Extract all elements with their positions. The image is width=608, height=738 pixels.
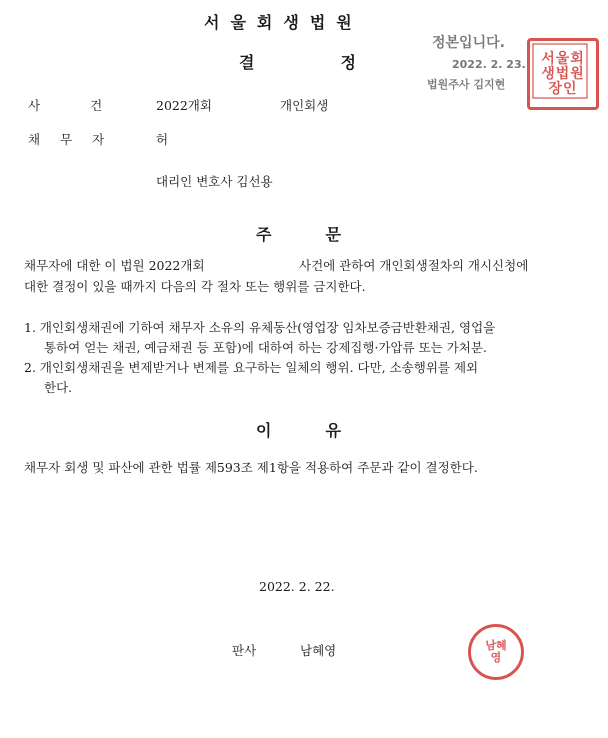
case-label <box>28 96 102 114</box>
order-item2-line2: 한다. <box>44 380 73 395</box>
order-heading <box>256 222 341 245</box>
judge-name: 남혜영 <box>300 643 337 658</box>
seal-frame-icon <box>530 41 590 101</box>
order-item2-line1: 2. 개인회생채권을 변제받거나 변제를 요구하는 일체의 행위. 다만, 소송행위를 제외 <box>24 360 479 375</box>
doc-type-char-1: 결 <box>239 53 255 72</box>
order-heading-char-2: 문 <box>325 225 341 244</box>
debtor-label-char-1: 채 <box>28 132 41 147</box>
attorney: 대리인 변호사 김선용 <box>156 174 273 189</box>
case-label-char-1: 사 <box>28 98 41 113</box>
judge-seal-stamp <box>468 624 524 680</box>
court-seal-text: 서울회생법원장인 <box>541 50 585 97</box>
court-title: 서울회생법원 <box>204 13 363 32</box>
reason-heading-char-2: 유 <box>325 421 341 440</box>
judge-label: 판사 <box>232 643 257 658</box>
reason-heading <box>256 418 341 441</box>
debtor-label-char-3: 자 <box>92 132 105 147</box>
order-intro-line2: 대한 결정이 있을 때까지 다음의 각 절차 또는 행위를 금지한다. <box>24 279 366 294</box>
certification-label: 정본입니다. <box>432 35 505 51</box>
debtor-label <box>28 130 104 148</box>
decision-date: 2022. 2. 22. <box>259 579 335 594</box>
case-label-char-2: 건 <box>90 98 103 113</box>
certification-clerk: 법원주사 김지현 <box>427 78 506 91</box>
order-heading-char-1: 주 <box>256 225 272 244</box>
judge-seal-text: 남혜영 <box>485 639 507 664</box>
certification-date: 2022. 2. 23. <box>452 58 526 71</box>
doc-type-heading <box>239 50 356 73</box>
order-intro-line1a: 채무자에 대한 이 법원 2022개회 <box>24 258 205 273</box>
debtor-label-char-2: 무 <box>60 132 73 147</box>
case-number: 2022개회 <box>156 98 212 113</box>
doc-type-char-2: 정 <box>340 53 356 72</box>
debtor-name: 허 <box>156 132 169 147</box>
reason-heading-char-1: 이 <box>256 421 272 440</box>
court-seal-stamp <box>527 38 599 110</box>
order-item1-line2: 통하여 얻는 채권, 예금채권 등 포함)에 대하여 하는 강제집행·가압류 또는 가처분. <box>44 340 487 355</box>
case-type: 개인회생 <box>280 98 329 113</box>
reason-text: 채무자 회생 및 파산에 관한 법률 제593조 제1항을 적용하여 주문과 같이 결정한다. <box>24 460 478 475</box>
order-item1-line1: 1. 개인회생채권에 기하여 채무자 소유의 유체동산(영업장 임차보증금반환채권, 영업을 <box>24 320 496 335</box>
order-intro-line1b: 사건에 관하여 개인회생절차의 개시신청에 <box>299 258 529 273</box>
